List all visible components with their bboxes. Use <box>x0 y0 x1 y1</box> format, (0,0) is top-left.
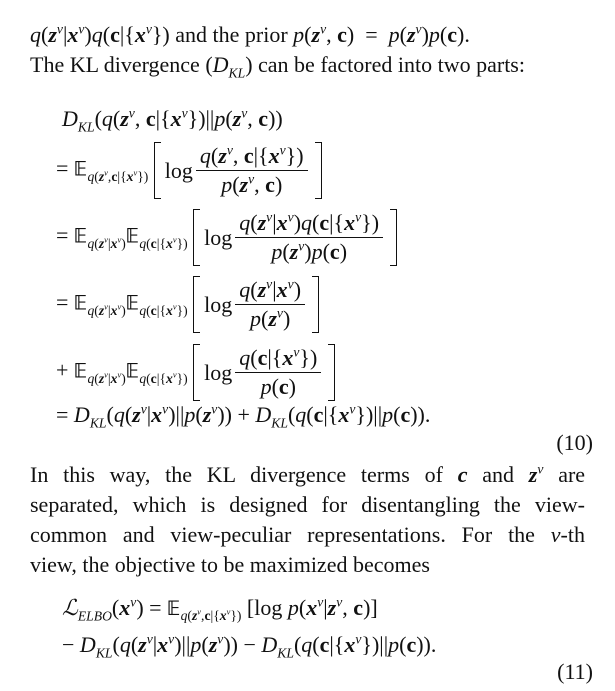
equation-line-expectation-1: = 𝔼$_{q(z^v,c|\{x^v\})}$ log $\frac{q(z^v, c|\{x^v\})}{p(z^v, c)}$ <box>56 142 322 199</box>
equation-line-elbo: $ℒ_{ELBO}(x^v)$ = 𝔼$_{q(z^v,c|\{x^v\})}$ [log $p(x^v|z^v$, c)] <box>62 594 378 624</box>
prose-text: In this way, the KL divergence terms of <box>30 462 443 487</box>
prose-text: -th <box>560 522 585 547</box>
prose-text: can be factored into two parts: <box>258 52 525 77</box>
prose-line-5: common and view-peculiar representations. For the v-th <box>30 522 585 547</box>
equation-line-expectation-4: + 𝔼$_{q(z^v|x^v)}$𝔼$_{q(c|\{x^v\})}$ log $\frac{q(c|\{x^v\})}{p(c)}$ <box>56 344 335 401</box>
equation-line-kl-def: $D_{KL}(q(z^v$, $c|\{x^v\})||p(z^v$, c)) <box>62 105 283 135</box>
equation-number-11: (11) <box>557 659 593 684</box>
equation-line-expectation-2: = 𝔼$_{q(z^v|x^v)}$𝔼$_{q(c|\{x^v\})}$ log $\frac{q(z^v|x^v)q(c|\{x^v\})}{p(z^v)p(c)}$ <box>56 209 397 266</box>
prose-line-1: $q(z^v|x^v)q(c|\{x^v\})$ and the prior $p(z^v$, $c) = p(z^v)p(c)$. <box>30 21 470 47</box>
prose-text: common and view-peculiar representations. For the <box>30 522 535 547</box>
equation-line-expectation-3: = 𝔼$_{q(z^v|x^v)}$𝔼$_{q(c|\{x^v\})}$ log $\frac{q(z^v|x^v)}{p(z^v)}$ <box>56 276 319 333</box>
prose-line-3: In this way, the KL divergence terms of c and $z^v$ are <box>30 461 586 487</box>
prose-text: and the prior <box>175 22 288 47</box>
equation-number-10: (10) <box>556 430 593 455</box>
prose-line-2: The KL divergence $(D_{KL})$ can be factored into two parts: <box>30 52 525 81</box>
prose-line-6: view, the objective to be maximized becomes <box>30 552 430 577</box>
equation-line-kl-result: = $D_{KL}(q(z^v|x^v)||p(z^v)) + D_{KL}(q(c|\{x^v\})||p(c))$. <box>56 401 431 431</box>
prose-line-4: separated, which is designed for disentangling the view- <box>30 492 585 517</box>
prose-text: and <box>482 462 514 487</box>
prose-text: The KL divergence <box>30 52 200 77</box>
prose-text: are <box>558 462 586 487</box>
equation-line-elbo-kl: − $D_{KL}(q(z^v|x^v)||p(z^v)) - D_{KL}(q(c|\{x^v\})||p(c))$. <box>62 631 437 661</box>
